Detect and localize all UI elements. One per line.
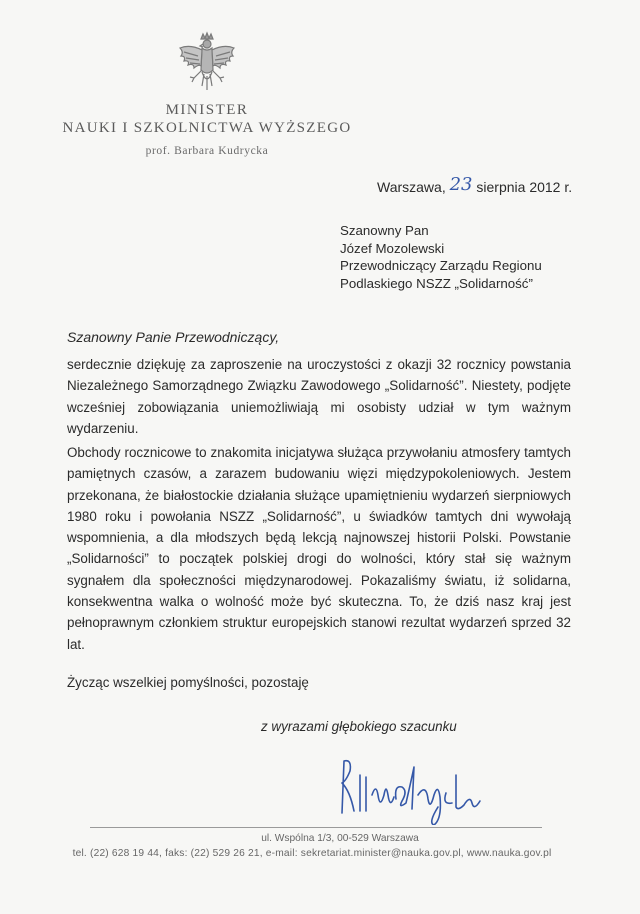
recipient-line: Szanowny Pan [340,223,429,238]
footer-contacts: tel. (22) 628 19 44, faks: (22) 529 26 21, e-mail: sekretariat.minister@nauka.gov.pl, www.nauka.gov.pl [72,848,552,859]
body-paragraph-1: serdecznie dziękuję za zaproszenie na uroczystości z okazji 32 rocznicy powstania Niezależnego Samorządnego Związku Zawodowego „Solidarność”. Niestety, podjęte wcześniej zobowiązania uniemożliwiają mi osobisty udział w tym ważnym wydarzeniu. [67,357,571,436]
footer-address: ul. Wspólna 1/3, 00-529 Warszawa [261,833,419,844]
body-paragraph-3: Życząc wszelkiej pomyślności, pozostaję [67,675,309,690]
ministry-name: NAUKI I SZKOLNICTWA WYŻSZEGO [62,120,352,136]
date-day-handwritten: 23 [449,174,473,195]
salutation: Szanowny Panie Przewodniczący, [67,329,280,345]
recipient-line: Przewodniczący Zarządu Regionu [340,258,542,273]
date-rest: sierpnia 2012 r. [476,179,573,195]
recipient-line: Józef Mozolewski [340,240,445,256]
minister-name: prof. Barbara Kudrycka [145,145,269,157]
closing-regards: z wyrazami głębokiego szacunku [261,719,457,734]
signature-icon [330,755,490,825]
recipient-address [340,222,542,292]
footer-divider [90,827,542,828]
body-paragraph-2: Obchody rocznicowe to znakomita inicjatywa służąca przywołaniu atmosfery tamtych pamiętnych czasów, a zarazem budowaniu więzi międzypokoleniowych. Jestem przekonana, że białostockie działania służące upamiętnieniu wydarzeń sierpniowych 1980 roku i powołania NSZZ „Solidarność”, u świadków tamtych dni wywołają wspomnienia, a dla młodszych będą lekcją najnowszej historii Polski. Powstanie „Solidarności” to początek polskiej drogi do wolności, który stał się ważnym sygnałem dla społeczności międzynarodowej. Pokazaliśmy światu, iż solidarna, konsekwentna walka o wolność może być skuteczna. To, że dziś nasz kraj jest pełnoprawnym członkiem struktur europejskich stanowi rezultat wydarzeń sprzed 32 lat. [67,445,571,652]
minister-title: MINISTER [165,102,249,118]
recipient-line: Podlaskiego NSZZ „Solidarność” [340,275,533,291]
letter-date [377,176,572,197]
eagle-emblem-icon [172,30,242,100]
date-city: Warszawa, [377,179,446,195]
